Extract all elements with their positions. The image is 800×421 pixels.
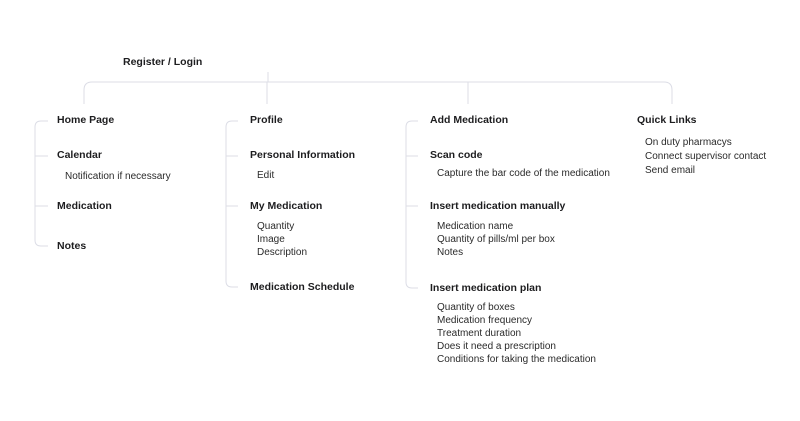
node-medication-schedule: Medication Schedule: [250, 281, 355, 293]
item-medication-name: Medication name: [437, 221, 514, 232]
node-scan-code: Scan code: [430, 149, 483, 161]
item-treatment-duration: Treatment duration: [437, 328, 522, 339]
item-on-duty-pharmacys: On duty pharmacys: [645, 137, 732, 148]
item-prescription: Does it need a prescription: [437, 341, 556, 352]
column-title-add-medication: Add Medication: [430, 114, 509, 126]
item-conditions: Conditions for taking the medication: [437, 354, 596, 365]
node-personal-information: Personal Information: [250, 149, 356, 161]
root-node: Register / Login: [123, 56, 203, 68]
item-quantity-of-pills: Quantity of pills/ml per box: [437, 234, 555, 245]
node-insert-manually: Insert medication manually: [430, 200, 566, 212]
item-medication-frequency: Medication frequency: [437, 315, 533, 326]
item-notes: Notes: [437, 247, 464, 258]
node-medication: Medication: [57, 200, 112, 212]
item-notification: Notification if necessary: [65, 171, 171, 182]
item-quantity-of-boxes: Quantity of boxes: [437, 302, 515, 313]
column-title-home-page: Home Page: [57, 114, 115, 126]
item-description: Description: [257, 247, 308, 258]
tree-home-page: [35, 121, 48, 246]
item-send-email: Send email: [645, 165, 696, 176]
column-title-quick-links: Quick Links: [637, 114, 697, 126]
item-image: Image: [257, 234, 285, 245]
item-quantity: Quantity: [257, 221, 295, 232]
item-connect-supervisor: Connect supervisor contact: [645, 151, 767, 162]
column-bus: [84, 82, 672, 104]
node-insert-plan: Insert medication plan: [430, 282, 542, 294]
tree-profile: [226, 121, 238, 287]
tree-add-medication: [406, 121, 418, 288]
node-my-medication: My Medication: [250, 200, 323, 212]
column-title-profile: Profile: [250, 114, 283, 126]
node-calendar: Calendar: [57, 149, 102, 161]
item-edit: Edit: [257, 170, 275, 181]
node-notes: Notes: [57, 240, 87, 252]
item-capture-bar-code: Capture the bar code of the medication: [437, 168, 610, 179]
